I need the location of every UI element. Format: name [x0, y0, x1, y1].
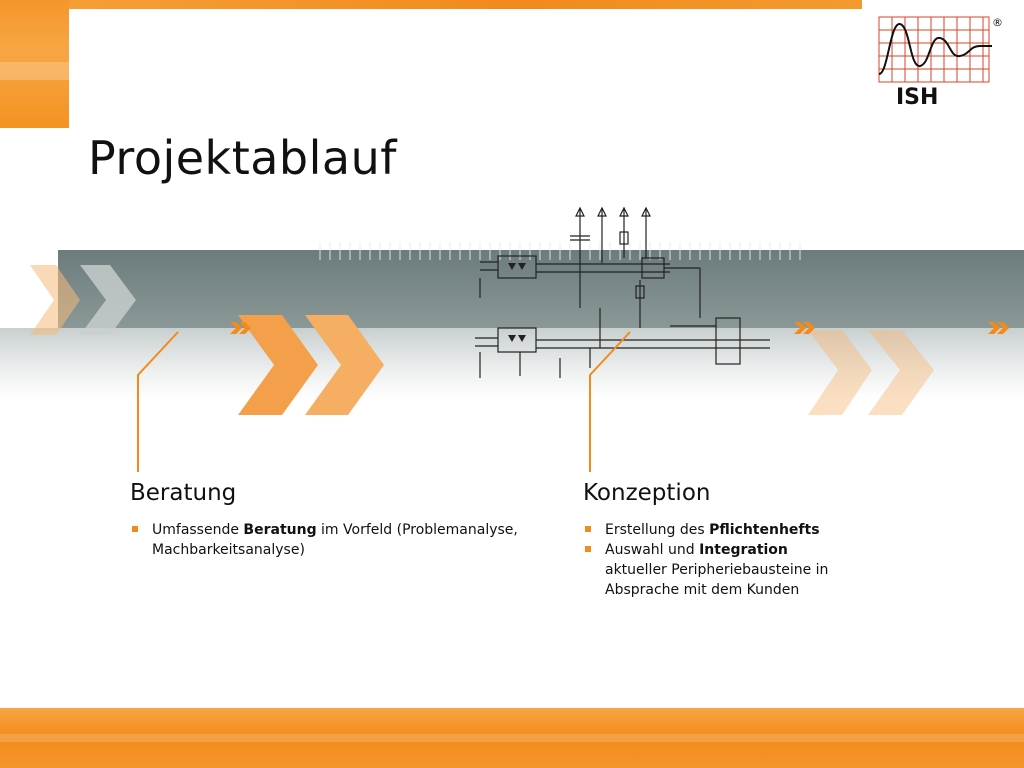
chevron-double-right-icon: [238, 315, 384, 415]
bullet-item: Auswahl und Integration aktueller Peripheriebausteine in Absprache mit dem Kunden: [583, 540, 843, 600]
bullet-item: Erstellung des Pflichtenhefts: [583, 520, 843, 540]
section-beratung: [130, 480, 530, 560]
section-title: Konzeption: [583, 480, 711, 506]
callout-line-icon: [130, 330, 190, 475]
ish-logo-icon: [876, 12, 1006, 112]
bullet-list: [583, 520, 843, 600]
callout-line-icon: [584, 330, 644, 475]
page-title: Projektablauf: [88, 131, 397, 185]
bullet-item: Umfassende Beratung im Vorfeld (Problemanalyse, Machbarkeitsanalyse): [130, 520, 530, 560]
section-title: Beratung: [130, 480, 237, 506]
ish-logo: [876, 12, 1006, 112]
bottom-accent-bar: [0, 708, 1024, 768]
section-konzeption: [583, 480, 843, 600]
corner-accent-block: [0, 0, 69, 128]
top-accent-bar: [0, 0, 862, 9]
logo-text: ISH: [896, 85, 939, 110]
bullet-list: [130, 520, 530, 560]
registered-mark: ®: [992, 16, 1003, 29]
